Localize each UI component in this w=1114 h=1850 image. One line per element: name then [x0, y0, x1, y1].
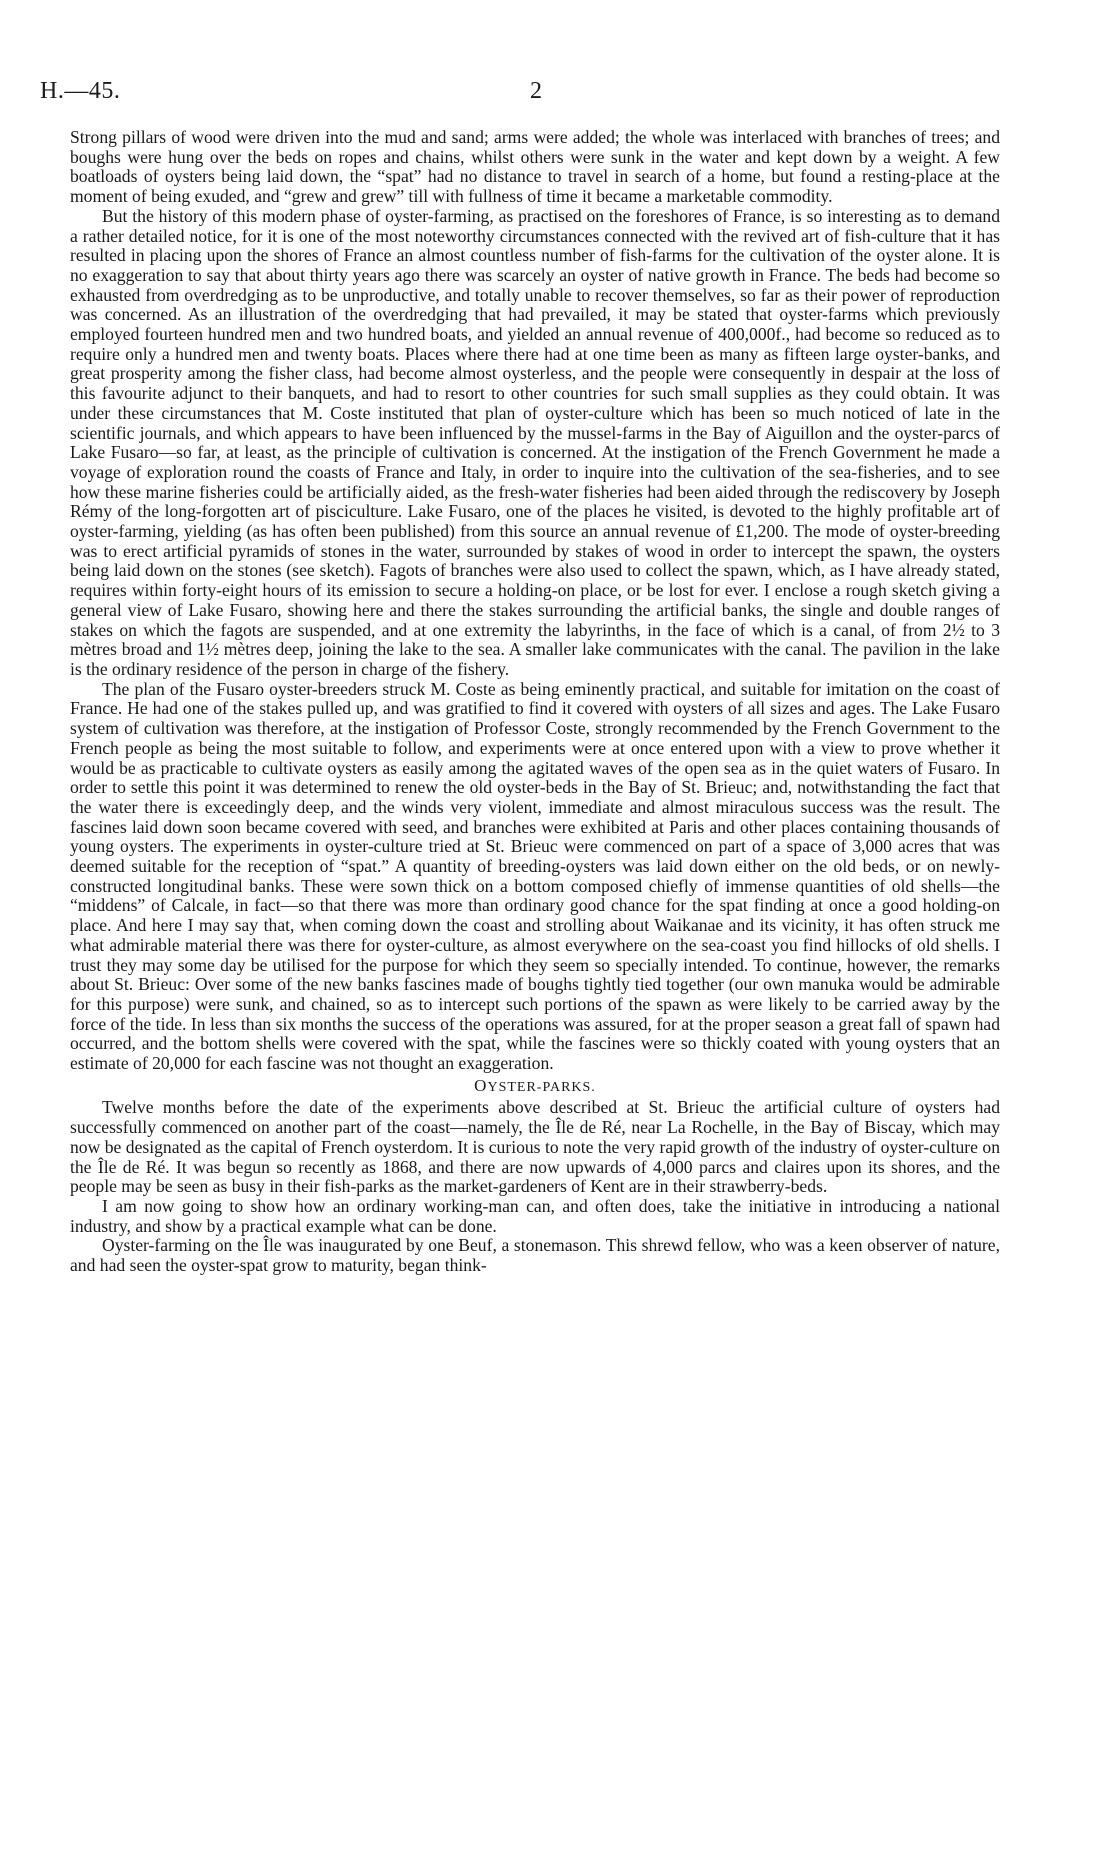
paragraph: Oyster-farming on the Île was inaugurated by one Beuf, a stonemason. This shrewd fellow, who was a keen observer of nature, and had seen the oyster-spat grow to maturity, began think- — [70, 1235, 1000, 1276]
paragraph: I am now going to show how an ordinary working-man can, and often does, take the initiative in introducing a national industry, and show by a practical example what can be done. — [70, 1195, 1000, 1236]
page-number: 2 — [530, 78, 542, 104]
paragraph: The plan of the Fusaro oyster-breeders struck M. Coste as being eminently practical, and suitable for imitation on the coast of France. He had one of the stakes pulled up, and was gratified to find it covered with oysters of all sizes and ages. The Lake Fusaro system of cultivation was therefore, at the instigation of Professor Coste, strongly recommended by the French Government to the French people as being the most suitable to follow, and experiments were at once entered upon with a view to prove whether it would be as practicable to cultivate oysters as easily among the agitated waves of the open sea as in the quiet waters of Fusaro. In order to settle this point it was determined to renew the old oyster-beds in the Bay of St. Brieuc; and, notwithstanding the fact that the water there is exceedingly deep, and the winds very violent, immediate and almost miraculous success was the result. The fascines laid down soon became covered with seed, and branches were exhibited at Paris and other places containing thousands of young oysters. The experiments in oyster-culture tried at St. Brieuc were commenced on part of a space of 3,000 acres that was deemed suitable for the reception of “spat.” A quantity of breeding-oysters was laid down either on the old beds, or on newly-constructed longitudinal banks. These were sown thick on a bottom composed chiefly of immense quantities of old shells—the “middens” of Calcale, in fact—so that there was more than ordinary good chance for the spat finding at once a good holding-on place. And here I may say that, when coming down the coast and strolling about Waikanae and its vicinity, it has often struck me what admirable material there was there for oyster-culture, as almost everywhere on the sea-coast you find hillocks of old shells. I trust they may some day be utilised for the purpose for which they seem so specially intended. To continue, however, the remarks about St. Brieuc: Over some of the new banks fascines made of boughs tightly tied together (our own manuka would be admirable for this purpose) were sunk, and chained, so as to intercept such portions of the spawn as were likely to be carried away by the force of the tide. In less than six months the success of the operations was assured, for at the proper season a great fall of spawn had occurred, and the bottom shells were covered with the spat, while the fascines were so thickly coated with young oysters that an estimate of 20,000 for each fascine was not thought an exaggeration. — [70, 678, 1000, 1074]
body-text — [70, 128, 1000, 1276]
paragraph: But the history of this modern phase of oyster-farming, as practised on the foreshores of France, is so interesting as to demand a rather detailed notice, for it is one of the most noteworthy circumstances connected with the revived art of fish-culture that it has resulted in placing upon the shores of France an almost countless number of fish-farms for the cultivation of the oyster alone. It is no exaggeration to say that about thirty years ago there was scarcely an oyster of native growth in France. The beds had become so exhausted from overdredging as to be unproductive, and totally unable to recover themselves, so far as their power of reproduction was concerned. As an illustration of the overdredging that had prevailed, it may be stated that oyster-farms which previously employed fourteen hundred men and two hundred boats, and yielded an annual revenue of 400,000f., had become so reduced as to require only a hundred men and twenty boats. Places where there had at one time been as many as fifteen large oyster-banks, and great prosperity among the fisher class, had become almost oysterless, and the people were consequently in despair at the loss of this favourite adjunct to their banquets, and had to resort to other countries for such small supplies as they could obtain. It was under these circumstances that M. Coste instituted that plan of oyster-culture which has been so much noticed of late in the scientific journals, and which appears to have been influenced by the mussel-farms in the Bay of Aiguillon and the oyster-parcs of Lake Fusaro—so far, at least, as the principle of cultivation is concerned. At the instigation of the French Government he made a voyage of exploration round the coasts of France and Italy, in order to inquire into the cultivation of the sea-fisheries, and to see how these marine fisheries could be artificially aided, as the fresh-water fisheries had been aided through the rediscovery by Joseph Rémy of the long-forgotten art of pisciculture. Lake Fusaro, one of the places he visited, is devoted to the highly profitable art of oyster-farming, yielding (as has often been published) from this source an annual revenue of £1,200. The mode of oyster-breeding was to erect artificial pyramids of stones in the water, surrounded by stakes of wood in order to intercept the spawn, the oysters being laid down on the stones (see sketch). Fagots of branches were also used to collect the spawn, which, as I have already stated, requires within forty-eight hours of its emission to secure a holding-on place, or be lost for ever. I enclose a rough sketch giving a general view of Lake Fusaro, showing here and there the stakes surrounding the artificial banks, the single and double ranges of stakes on which the fagots are suspended, and at one extremity the labyrinths, in the face of which is a canal, of from 2½ to 3 mètres broad and 1½ mètres deep, joining the lake to the sea. A smaller lake communicates with the canal. The pavilion in the lake is the ordinary residence of the person in charge of the fishery. — [70, 205, 1000, 679]
paragraph: Twelve months before the date of the experiments above described at St. Brieuc the artificial culture of oysters had successfully commenced on another part of the coast—namely, the Île de Ré, near La Rochelle, in the Bay of Biscay, which may now be designated as the capital of French oysterdom. It is curious to note the very rapid growth of the industry of oyster-culture on the Île de Ré. It was begun so recently as 1868, and there are now upwards of 4,000 parcs and claires upon its shores, and the people may be seen as busy in their fish-parks as the market-gardeners of Kent are in their strawberry-beds. — [70, 1097, 1000, 1197]
paper-reference: H.—45. — [40, 78, 121, 104]
section-heading: OYSTER-PARKS. — [474, 1075, 596, 1095]
paragraph: Strong pillars of wood were driven into the mud and sand; arms were added; the whole was interlaced with branches of trees; and boughs were hung over the beds on ropes and chains, whilst others were sunk in the water and kept down by a weight. A few boatloads of oysters being laid down, the “spat” had no distance to travel in search of a home, but found a resting-place at the moment of being exuded, and “grew and grew” till with fullness of time it became a marketable commodity. — [70, 127, 1000, 207]
page-header — [40, 78, 1070, 108]
